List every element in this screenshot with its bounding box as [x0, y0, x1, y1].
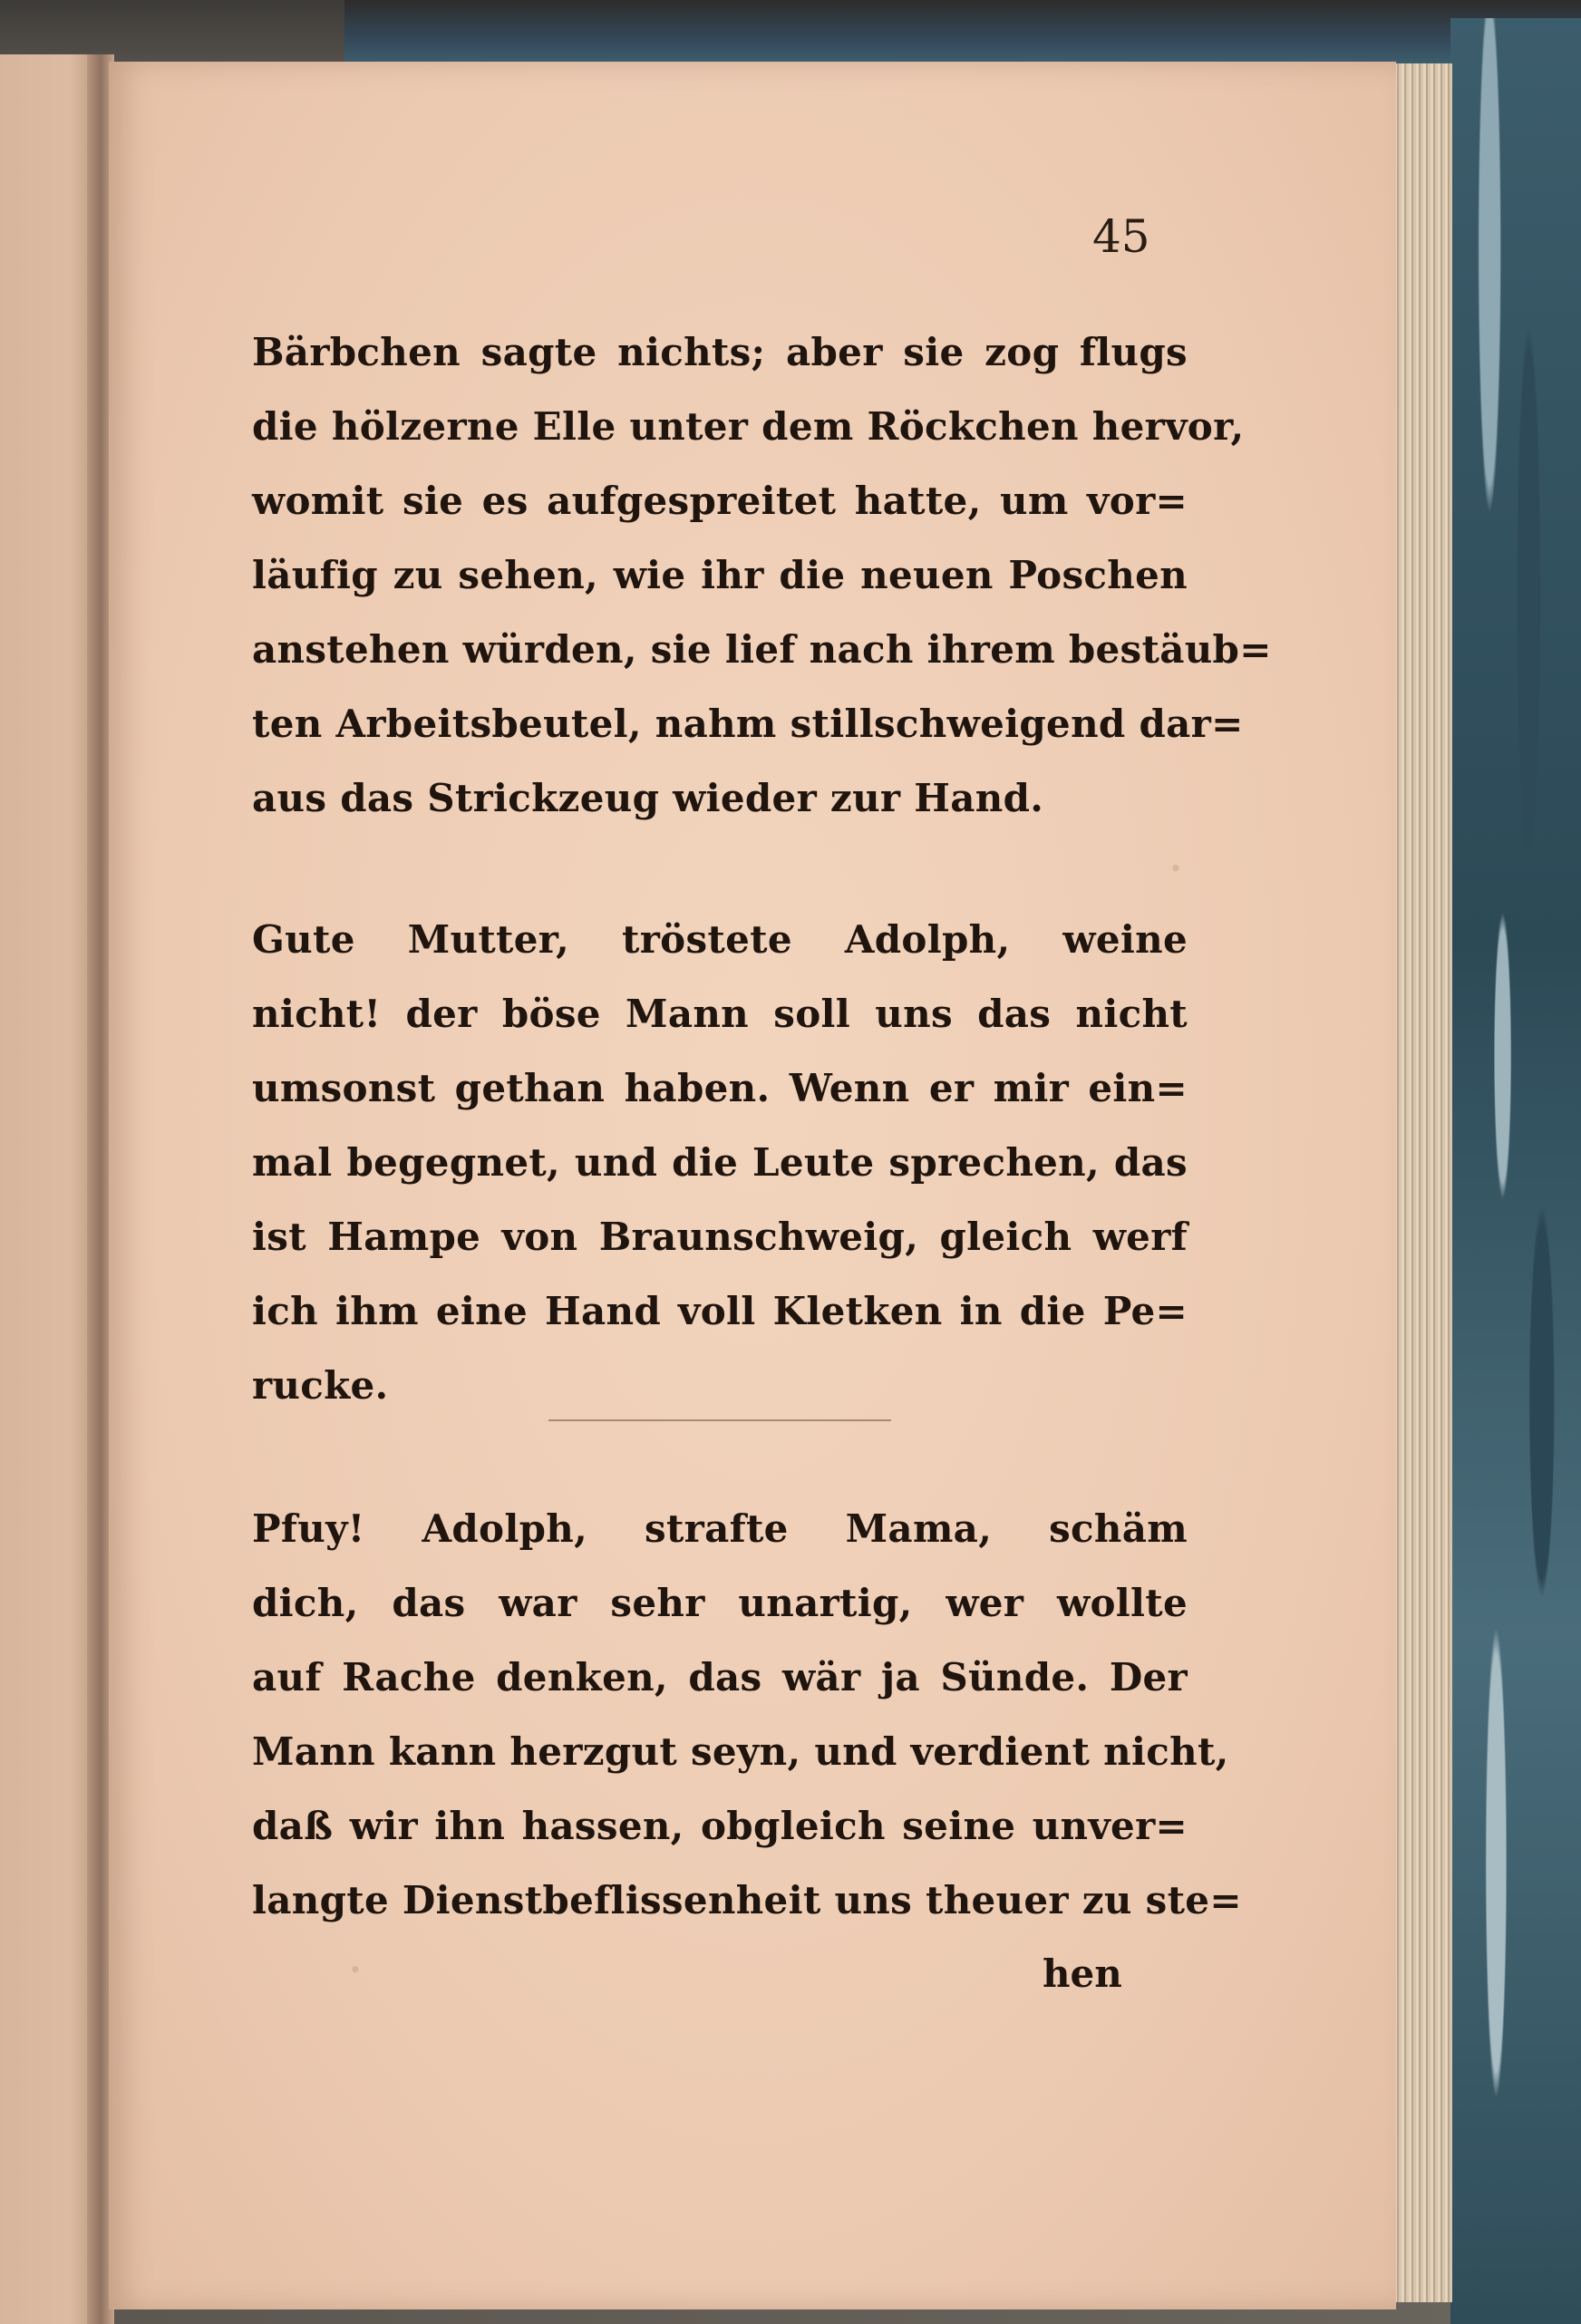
- text-line: Mann kann herzgut seyn, und verdient nicht,: [252, 1729, 1229, 1774]
- text-line: rucke.: [252, 1363, 389, 1408]
- paragraph-1: [252, 315, 1272, 836]
- text-line: läufig zu sehen, wie ihr die neuen Poschen: [252, 553, 1188, 597]
- text-line: ich ihm eine Hand voll Kletken in die Pe=: [252, 1289, 1188, 1333]
- text-line: umsonst gethan haben. Wenn er mir ein=: [252, 1066, 1188, 1110]
- page-block-edges: [1387, 63, 1452, 2302]
- text-line: Gute Mutter, tröstete Adolph, weine: [252, 917, 1188, 962]
- text-line: daß wir ihn hassen, obgleich seine unver=: [252, 1804, 1188, 1848]
- facing-page-edge: [0, 54, 100, 2324]
- text-line: nicht! der böse Mann soll uns das nicht: [252, 992, 1188, 1036]
- text-line: auf Rache denken, das wär ja Sünde. Der: [252, 1655, 1188, 1699]
- text-line: aus das Strickzeug wieder zur Hand.: [252, 776, 1044, 820]
- text-line: womit sie es aufgespreitet hatte, um vor=: [252, 479, 1188, 523]
- paragraph-2: [252, 903, 1188, 1423]
- text-line: mal begegnet, und die Leute sprechen, das: [252, 1140, 1188, 1185]
- paragraph-3: [252, 1492, 1242, 1938]
- text-line: Pfuy! Adolph, strafte Mama, schäm: [252, 1506, 1188, 1551]
- text-line: Bärbchen sagte nichts; aber sie zog flugs: [252, 330, 1188, 374]
- text-line: dich, das war sehr unartig, wer wollte: [252, 1581, 1188, 1625]
- show-through-text: ·: [1169, 847, 1182, 890]
- page-number: 45: [1092, 210, 1150, 263]
- text-line: langte Dienstbeflissenheit uns theuer zu ste=: [252, 1878, 1242, 1922]
- text-line: die hölzerne Elle unter dem Röckchen hervor,: [252, 404, 1245, 449]
- catchword: hen: [1043, 1951, 1122, 1996]
- text-line: anstehen würden, sie lief nach ihrem bestäub=: [252, 627, 1272, 672]
- show-through-text: ·: [349, 1949, 362, 1991]
- text-line: ist Hampe von Braunschweig, gleich werf: [252, 1215, 1188, 1259]
- marbled-cover-board: [1450, 18, 1581, 2324]
- text-line: ten Arbeitsbeutel, nahm stillschweigend dar=: [252, 702, 1244, 746]
- section-divider: [548, 1419, 891, 1421]
